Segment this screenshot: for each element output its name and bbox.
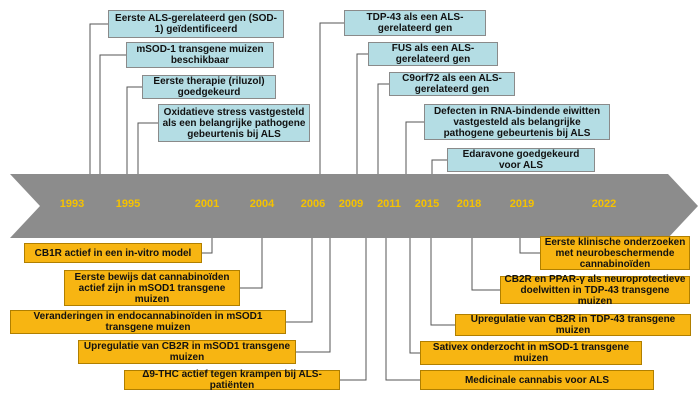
event-box-bottom: Upregulatie van CB2R in TDP-43 transgene muizen (455, 314, 691, 336)
year-label: 1993 (59, 198, 85, 210)
event-box-bottom: CB2R en PPAR-γ als neuroprotectieve doelwitten in TDP-43 transgene muizen (500, 276, 690, 304)
connector-line (90, 24, 108, 174)
year-label: 2009 (338, 198, 364, 210)
year-label: 1995 (115, 198, 141, 210)
connector-line (127, 87, 142, 174)
connector-line (386, 238, 420, 380)
event-box-bottom: Eerste klinische onderzoeken met neurobeschermende cannabinoïden (540, 236, 690, 270)
event-box-top: Eerste ALS-gerelateerd gen (SOD-1) geïdentificeerd (108, 10, 284, 38)
connector-line (320, 23, 344, 174)
event-box-bottom: CB1R actief in een in-vitro model (24, 243, 202, 263)
event-box-bottom: Upregulatie van CB2R in mSOD1 transgene muizen (78, 340, 296, 364)
connector-line (410, 238, 420, 353)
event-box-top: FUS als een ALS-gerelateerd gen (368, 42, 498, 66)
event-box-top: C9orf72 als een ALS-gerelateerd gen (389, 72, 515, 96)
event-box-top: Edaravone goedgekeurd voor ALS (447, 148, 595, 172)
event-box-bottom: Medicinale cannabis voor ALS (420, 370, 654, 390)
event-box-top: TDP-43 als een ALS-gerelateerd gen (344, 10, 486, 36)
event-box-top: mSOD-1 transgene muizen beschikbaar (126, 42, 274, 68)
year-label: 2011 (377, 198, 401, 210)
year-label: 2018 (456, 198, 482, 210)
year-label: 2022 (591, 198, 617, 210)
connector-line (100, 55, 126, 174)
connector-line (406, 122, 424, 174)
event-box-bottom: Veranderingen in endocannabinoïden in mSOD1 transgene muizen (10, 310, 286, 334)
connector-line (378, 84, 389, 174)
connector-line (138, 123, 158, 174)
year-label: 2001 (194, 198, 220, 210)
event-box-bottom: Eerste bewijs dat cannabinoïden actief zijn in mSOD1 transgene muizen (64, 270, 240, 306)
year-label: 2004 (249, 198, 275, 210)
year-label: 2015 (414, 198, 440, 210)
event-box-top: Oxidatieve stress vastgesteld als een belangrijke pathogene gebeurtenis bij ALS (158, 104, 310, 142)
event-box-top: Defecten in RNA-bindende eiwitten vastgesteld als belangrijke pathogene gebeurtenis bij ALS (424, 104, 610, 140)
connector-line (296, 238, 330, 352)
connector-line (286, 238, 312, 322)
connector-line (520, 238, 540, 253)
event-box-top: Eerste therapie (riluzol) goedgekeurd (142, 75, 276, 99)
year-label: 2006 (300, 198, 326, 210)
connector-line (357, 54, 368, 174)
connector-line (432, 160, 447, 174)
event-box-bottom: Δ9-THC actief tegen krampen bij ALS-patiënten (124, 370, 340, 390)
connector-line (202, 238, 212, 253)
connector-line (240, 238, 262, 288)
event-box-bottom: Sativex onderzocht in mSOD-1 transgene muizen (420, 341, 642, 365)
connector-line (472, 238, 500, 290)
year-label: 2019 (509, 198, 535, 210)
connector-line (431, 238, 455, 325)
connector-line (340, 238, 366, 380)
